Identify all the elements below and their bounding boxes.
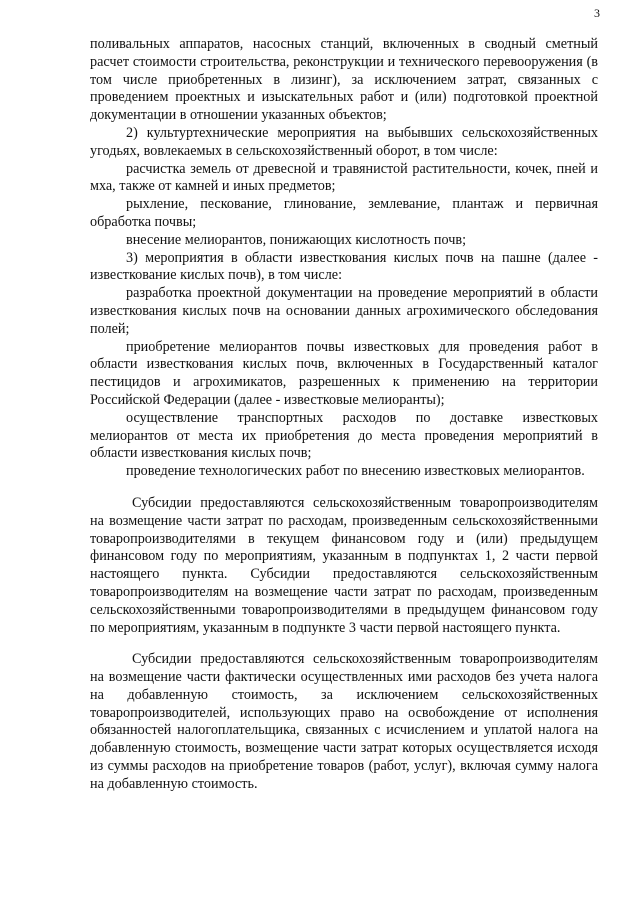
paragraph-purchase: приобретение мелиорантов почвы известковых для проведения работ в области известкования кислых почв, включенных в Государственный каталог пестицидов и агрохимикатов, разрешенных к применению на территории Российской Федерации (далее - известковые мелиоранты);: [90, 338, 598, 408]
paragraph-item-3: 3) мероприятия в области известкования кислых почв на пашне (далее - известкование кислых почв), в том числе:: [90, 249, 598, 284]
page-number: 3: [594, 6, 600, 20]
paragraph-transport: осуществление транспортных расходов по доставке известковых мелиорантов от места их приобретения до места проведения мероприятий в области известкования кислых почв;: [90, 409, 598, 462]
paragraph-design-docs: разработка проектной документации на проведение мероприятий в области известкования кислых почв на основании данных агрохимического обследования полей;: [90, 285, 598, 337]
paragraph-tech-works: проведение технологических работ по внесению известковых мелиорантов.: [126, 463, 585, 480]
paragraph-subsidies-1: Субсидии предоставляются сельскохозяйственным товаропроизводителям на возмещение части затрат по расходам, произведенным сельскохозяйственными товаропроизводителями в текущем финансовом году и (или) предыдущем финансовом году по мероприятиям, указанным в подпунктах 1, 2 части первой настоящего пункта. Субсидии предоставляются сельскохозяйственным товаропроизводителям на возмещение части затрат по расходам, произведенным сельскохозяйственными товаропроизводителями в предыдущем финансовом году по мероприятиям, указанным в подпункте 3 части первой настоящего пункта.: [90, 494, 598, 636]
paragraph-item-2: 2) культуртехнические мероприятия на выбывших сельскохозяйственных угодьях, вовлекаемых в сельскохозяйственный оборот, в том числе:: [90, 124, 598, 159]
document-body: [90, 36, 598, 794]
paragraph-subsidies-2: Субсидии предоставляются сельскохозяйственным товаропроизводителям на возмещение части фактически осуществленных ими расходов без учета налога на добавленную стоимость, за исключением сельскохозяйственных товаропроизводителей, использующих право на освобождение от исполнения обязанностей налогоплательщика, связанных с исчислением и уплатой налога на добавленную стоимость, возмещение части затрат которых осуществляется исходя из суммы расходов на приобретение товаров (работ, услуг), включая сумму налога на добавленную стоимость.: [90, 651, 598, 792]
paragraph-clearing: расчистка земель от древесной и травянистой растительности, кочек, пней и мха, также от камней и иных предметов;: [90, 160, 598, 195]
paragraph-irrigation-equipment: поливальных аппаратов, насосных станций, включенных в сводный сметный расчет стоимости строительства, реконструкции и технического перевооружения (в том числе приобретенных в лизинг), за исключением затрат, связанных с проведением проектных и изыскательных работ и (или) подготовкой проектной документации в отношении указанных объектов;: [90, 36, 598, 124]
paragraph-loosening: рыхление, пескование, глинование, землевание, плантаж и первичная обработка почвы;: [90, 196, 598, 230]
paragraph-ameliorants: внесение мелиорантов, понижающих кислотность почв;: [126, 231, 467, 248]
